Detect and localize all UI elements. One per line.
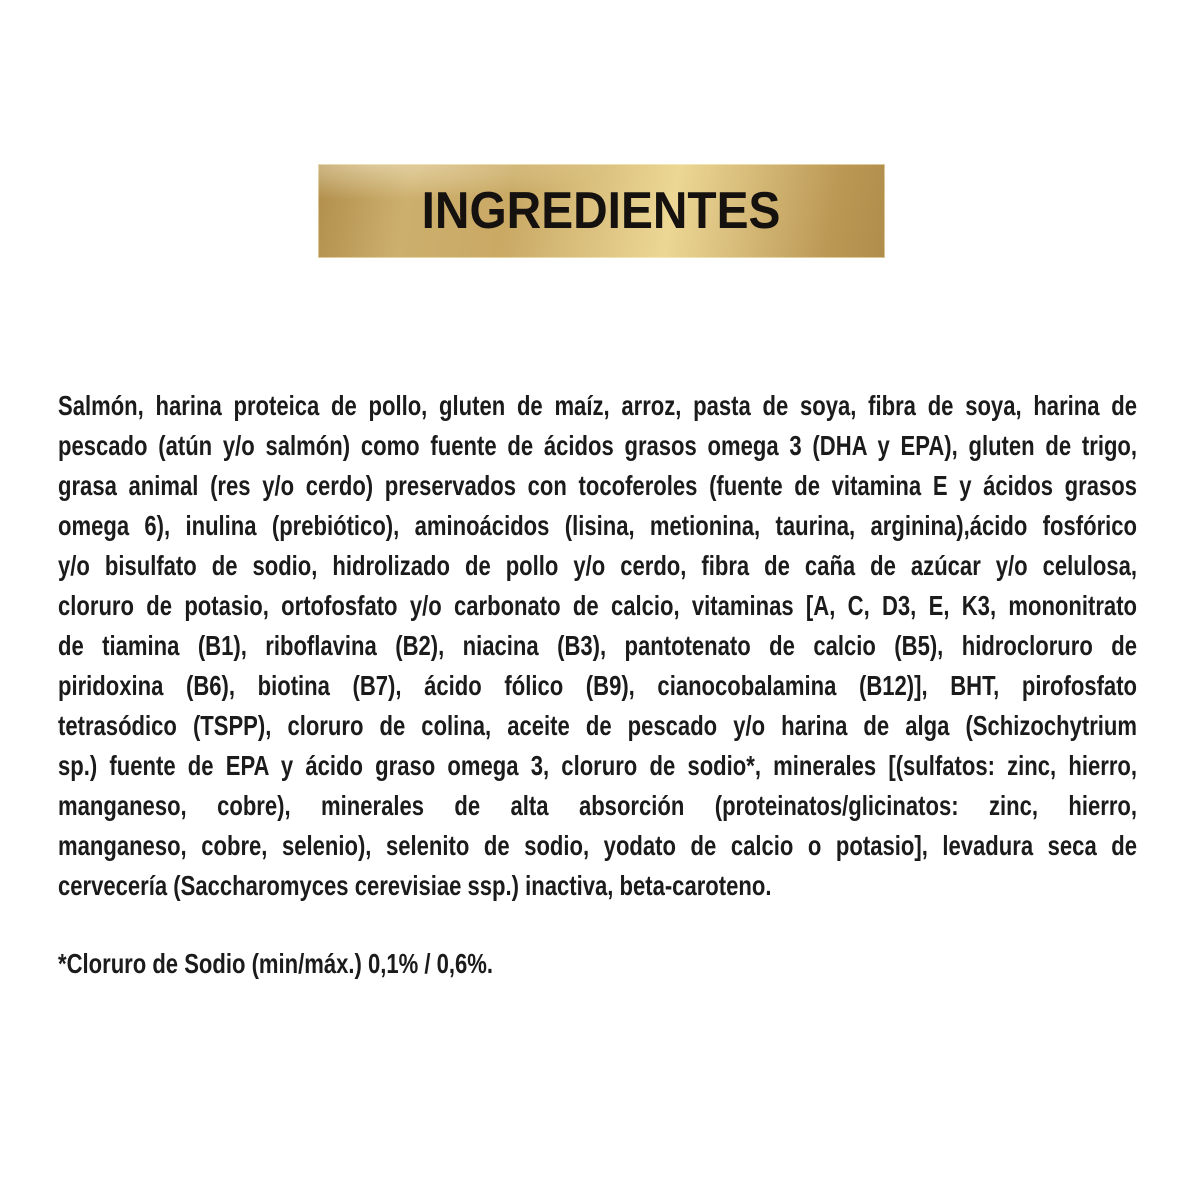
ingredients-line: piridoxina (B6), biotina (B7), ácido fólico (B9), cianocobalamina (B12)], BHT, pirofosfato — [58, 670, 1138, 701]
ingredients-banner — [318, 164, 885, 258]
ingredients-line: pescado (atún y/o salmón) como fuente de ácidos grasos omega 3 (DHA y EPA), gluten de trigo, — [58, 430, 1138, 461]
ingredients-paragraph — [58, 386, 1137, 906]
ingredients-line: tetrasódico (TSPP), cloruro de colina, aceite de pescado y/o harina de alga (Schizochytrium — [58, 710, 1138, 741]
ingredients-line: manganeso, cobre, selenio), selenito de sodio, yodato de calcio o potasio], levadura seca de — [58, 830, 1138, 861]
banner-title: INGREDIENTES — [422, 182, 781, 240]
ingredients-line: de tiamina (B1), riboflavina (B2), niacina (B3), pantotenato de calcio (B5), hidrocloruro de — [58, 630, 1138, 661]
ingredients-line: grasa animal (res y/o cerdo) preservados con tocoferoles (fuente de vitamina E y ácidos grasos — [58, 470, 1138, 501]
footnote — [58, 944, 1137, 984]
ingredients-line: y/o bisulfato de sodio, hidrolizado de pollo y/o cerdo, fibra de caña de azúcar y/o celulosa, — [58, 550, 1138, 581]
ingredients-line: cloruro de potasio, ortofosfato y/o carbonato de calcio, vitaminas [A, C, D3, E, K3, mononitrato — [58, 590, 1138, 621]
ingredients-line: manganeso, cobre), minerales de alta absorción (proteinatos/glicinatos: zinc, hierro, — [58, 790, 1138, 821]
ingredients-lines — [58, 386, 1137, 906]
ingredients-line: sp.) fuente de EPA y ácido graso omega 3, cloruro de sodio*, minerales [(sulfatos: zinc, hierro, — [58, 750, 1138, 781]
ingredients-line: omega 6), inulina (prebiótico), aminoácidos (lisina, metionina, taurina, arginina),ácido fosfórico — [58, 510, 1138, 541]
footnote-text: *Cloruro de Sodio (min/máx.) 0,1% / 0,6%. — [58, 948, 494, 979]
ingredients-line: Salmón, harina proteica de pollo, gluten de maíz, arroz, pasta de soya, fibra de soya, harina de — [58, 390, 1138, 421]
ingredients-line: cervecería (Saccharomyces cerevisiae ssp.) inactiva, beta-caroteno. — [58, 870, 772, 901]
